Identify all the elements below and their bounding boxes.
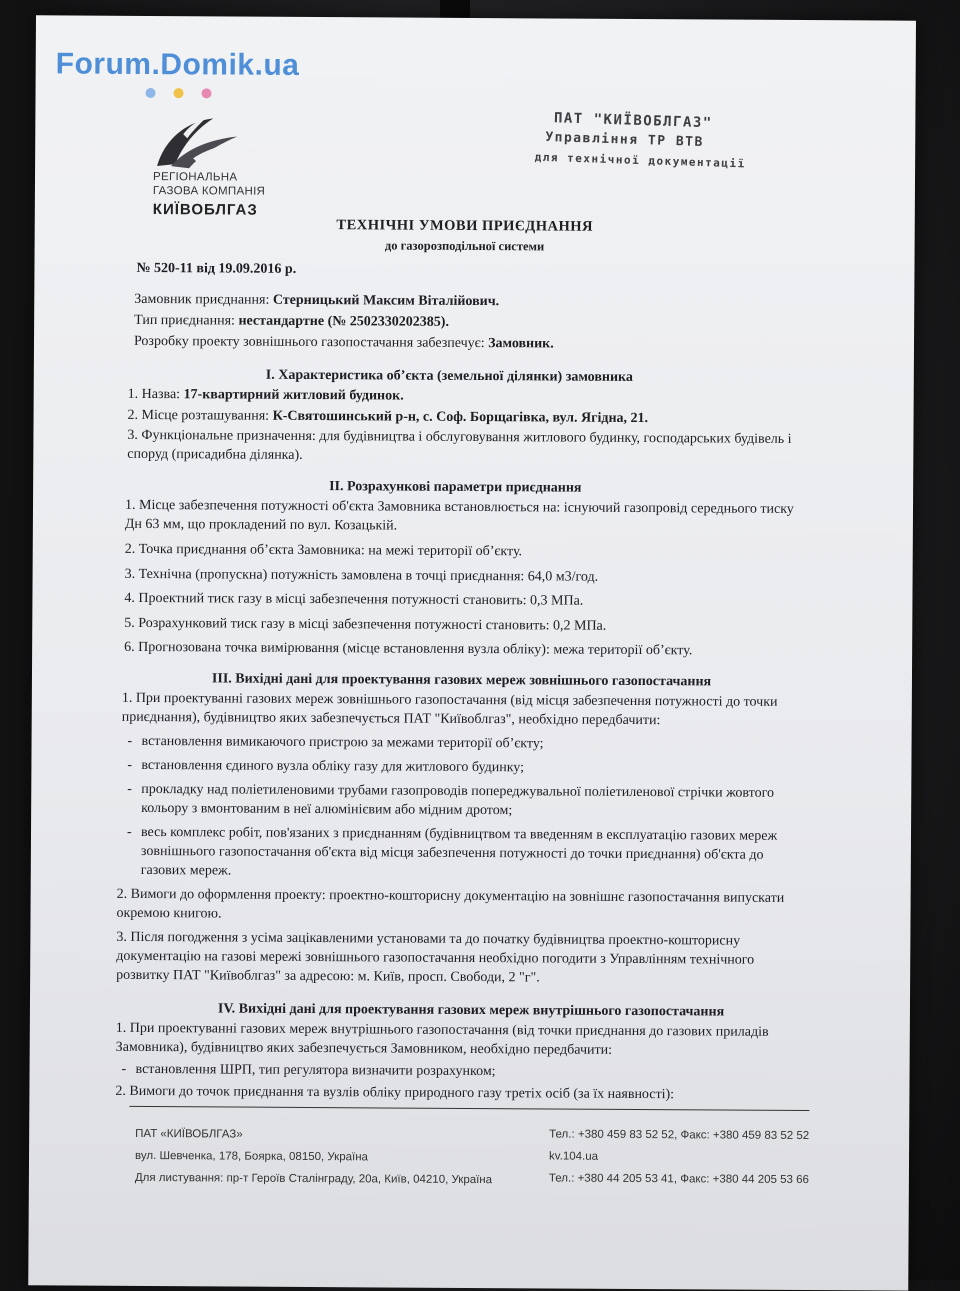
customer-label: Замовник приєднання: bbox=[134, 291, 270, 308]
design-label: Розробку проекту зовнішнього газопостачання забезпечує: bbox=[133, 333, 485, 352]
design-value: Замовник. bbox=[488, 336, 554, 352]
document-subtitle: до газорозподільної системи bbox=[384, 238, 545, 254]
section-4-item-1-line-2: Замовника), будівництво яких забезпечується Замовником, необхідно передбачити: bbox=[115, 1039, 613, 1058]
stamp bbox=[534, 108, 747, 175]
section-3-item-3-line-1: 3. Після погодження з усіма зацікавленими установами та до початку будівництва проектно-кошторисну bbox=[116, 929, 741, 949]
customer-line bbox=[134, 291, 499, 311]
section-3-bullet-3-line-1: - прокладку над поліетиленовими трубами газопроводів попереджувальної поліетиленової стрічки жовтого bbox=[127, 781, 775, 801]
section-3-bullet-1: - встановлення вимикаючого пристрою за межами території об’єкту; bbox=[127, 733, 544, 752]
footer-website: kv.104.ua bbox=[549, 1150, 599, 1163]
section-4-item-1-line-1: 1. При проектуванні газових мереж внутрішнього газопостачання (від точки приєднання до газових приладів bbox=[115, 1020, 769, 1040]
design-line bbox=[134, 333, 554, 354]
bullet-text: весь комплекс робіт, пов'язаних з приєднанням (будівництвом та введенням в експлуатацію газових мереж bbox=[140, 824, 778, 844]
section-2-item-5: 5. Розрахунковий тиск газу в місці забезпечення потужності становить: 0,2 МПа. bbox=[124, 615, 607, 634]
seat-seam-top bbox=[440, 0, 470, 18]
section-4-item-2: 2. Вимоги до точок приєднання та вузлів обліку природного газу третіх осіб (за їх наявності): bbox=[115, 1083, 675, 1103]
watermark-dot-blue bbox=[146, 88, 156, 98]
leaf-logo-icon bbox=[153, 114, 243, 171]
section-3-bullet-4-line-3: газових мереж. bbox=[140, 862, 232, 879]
section-2-item-1-line-2: Дн 63 мм, що прокладений по вул. Козацькій. bbox=[124, 516, 398, 534]
company-logo bbox=[153, 114, 314, 219]
bullet-text: прокладку над поліетиленовими трубами газопроводів попереджувальної поліетиленової стрічки жовтого bbox=[141, 781, 775, 801]
location-value: К-Святошинський р-н, с. Соф. Борщагівка, вул. Ягідна, 21. bbox=[272, 408, 649, 427]
name-label: 1. Назва: bbox=[127, 386, 181, 403]
customer-value: Стерницький Максим Віталійович. bbox=[272, 292, 500, 310]
type-value: нестандартне (№ 2502330202385). bbox=[238, 313, 450, 330]
document-title-block bbox=[285, 217, 645, 255]
document-title: ТЕХНІЧНІ УМОВИ ПРИЄДНАННЯ bbox=[336, 217, 594, 235]
stamp-line-1: ПАТ "КИЇВОБЛГАЗ" bbox=[553, 110, 713, 132]
section-3-item-1-line-2: приєднання), будівництво яких забезпечується ПАТ "Київоблгаз", необхідно передбачити: bbox=[121, 709, 661, 729]
watermark-dots bbox=[146, 88, 212, 98]
location-label: 2. Місце розташування: bbox=[127, 407, 270, 424]
section-2-item-4: 4. Проектний тиск газу в місці забезпечення потужності становить: 0,3 МПа. bbox=[124, 590, 584, 609]
section-3-item-2-line-1: 2. Вимоги до оформлення проекту: проектно-кошторисну документацію на зовнішнє газопостачання випускати bbox=[116, 886, 785, 906]
bullet-text: встановлення вимикаючого пристрою за межами території об’єкту; bbox=[141, 733, 544, 752]
section-3-item-1-line-1: 1. При проектуванні газових мереж зовнішнього газопостачання (від місця забезпечення потужності до точки bbox=[121, 690, 778, 710]
stamp-line-3: для технічної документації bbox=[534, 150, 746, 171]
document-page bbox=[28, 15, 916, 1290]
footer-mail-address: Для листування: пр-т Героїв Сталінграду, 20а, Київ, 04210, Україна bbox=[134, 1171, 493, 1187]
footer-address: вул. Шевченка, 178, Боярка, 08150, Україна bbox=[135, 1149, 369, 1164]
section-3-bullet-2: - встановлення єдиного вузла обліку газу для житлового будинку; bbox=[127, 757, 525, 776]
watermark-dot-yellow bbox=[174, 88, 184, 98]
logo-line-1: РЕГІОНАЛЬНА bbox=[152, 171, 238, 184]
section-2-item-1-line-1: 1. Місце забезпечення потужності об'єкта Замовника встановлюється на: існуючий газопровід середнього тиску bbox=[124, 497, 794, 517]
bullet-text: встановлення єдиного вузла обліку газу для житлового будинку; bbox=[141, 757, 525, 776]
logo-line-2: ГАЗОВА КОМПАНІЯ bbox=[152, 185, 266, 198]
section-2-item-3: 3. Технічна (пропускна) потужність замовлена в точці приєднання: 64,0 м3/год. bbox=[124, 566, 599, 585]
section-2-heading: ІІ. Розрахункові параметри приєднання bbox=[329, 479, 582, 496]
section-2-item-6: 6. Прогнозована точка вимірювання (місце встановлення вузла обліку): межа території об’єкту. bbox=[124, 639, 693, 659]
section-3-bullet-4-line-1: - весь комплекс робіт, пов'язаних з приєднанням (будівництвом та введенням в експлуатацію газових мереж bbox=[126, 824, 778, 844]
type-line bbox=[134, 312, 449, 332]
section-3-bullet-3-line-2: кольору з вмонтованим в неї алюмінієвим або мідним дротом; bbox=[141, 800, 513, 819]
document-number: № 520-11 від 19.09.2016 р. bbox=[136, 260, 297, 277]
section-1-purpose-line-2: споруд (присадибна ділянка). bbox=[127, 446, 303, 463]
logo-brand: КИЇВОБЛГАЗ bbox=[152, 201, 258, 219]
stamp-line-2: Управління ТР ВТВ bbox=[545, 129, 705, 151]
section-4-heading: IV. Вихідні дані для проектування газових мереж внутрішнього газопостачання bbox=[217, 1001, 725, 1020]
section-3-item-3-line-3: розвитку ПАТ "Київоблгаз" за адресою: м. Київ, просп. Свободи, 2 "г". bbox=[116, 967, 540, 986]
section-3-item-3-line-2: документацію на газові мережі зовнішнього газопостачання необхідно погодити з Управлінням технічного bbox=[116, 948, 755, 968]
section-3-bullet-4-line-2: зовнішнього газопостачання об'єкта від місця забезпечення потужності до точки приєднання) об'єкта до bbox=[140, 843, 764, 863]
section-3-item-2-line-2: окремою книгою. bbox=[116, 905, 222, 922]
footer-company: ПАТ «КИЇВОБЛГАЗ» bbox=[135, 1127, 243, 1141]
section-4-bullet-1: - встановлення ШРП, тип регулятора визначити розрахунком; bbox=[121, 1061, 496, 1080]
footer-phone-2: Тел.: +380 44 205 53 41, Факс: +380 44 205 53 66 bbox=[548, 1172, 809, 1187]
section-1-heading: І. Характеристика об’єкта (земельної ділянки) замовника bbox=[265, 367, 633, 385]
bullet-text: встановлення ШРП, тип регулятора визначити розрахунком; bbox=[135, 1061, 496, 1080]
section-3-heading: ІІІ. Вихідні дані для проектування газових мереж зовнішнього газопостачання bbox=[211, 671, 712, 690]
section-1-name bbox=[128, 385, 404, 406]
footer-phone-1: Тел.: +380 459 83 52 52, Факс: +380 459 83 52 52 bbox=[549, 1128, 810, 1143]
watermark: Forum.Domik.ua bbox=[55, 47, 300, 82]
section-1-purpose-line-1: 3. Функціональне призначення: для будівництва і обслуговування житлового будинку, господарських будівель і bbox=[127, 427, 792, 447]
watermark-dot-pink bbox=[202, 88, 212, 98]
section-2-item-2: 2. Точка приєднання об’єкта Замовника: на межі території об’єкту. bbox=[124, 541, 523, 560]
name-value: 17-квартирний житловий будинок. bbox=[183, 387, 404, 404]
type-label: Тип приєднання: bbox=[134, 312, 236, 329]
section-1-location bbox=[128, 406, 649, 428]
footer-divider bbox=[129, 1106, 809, 1111]
